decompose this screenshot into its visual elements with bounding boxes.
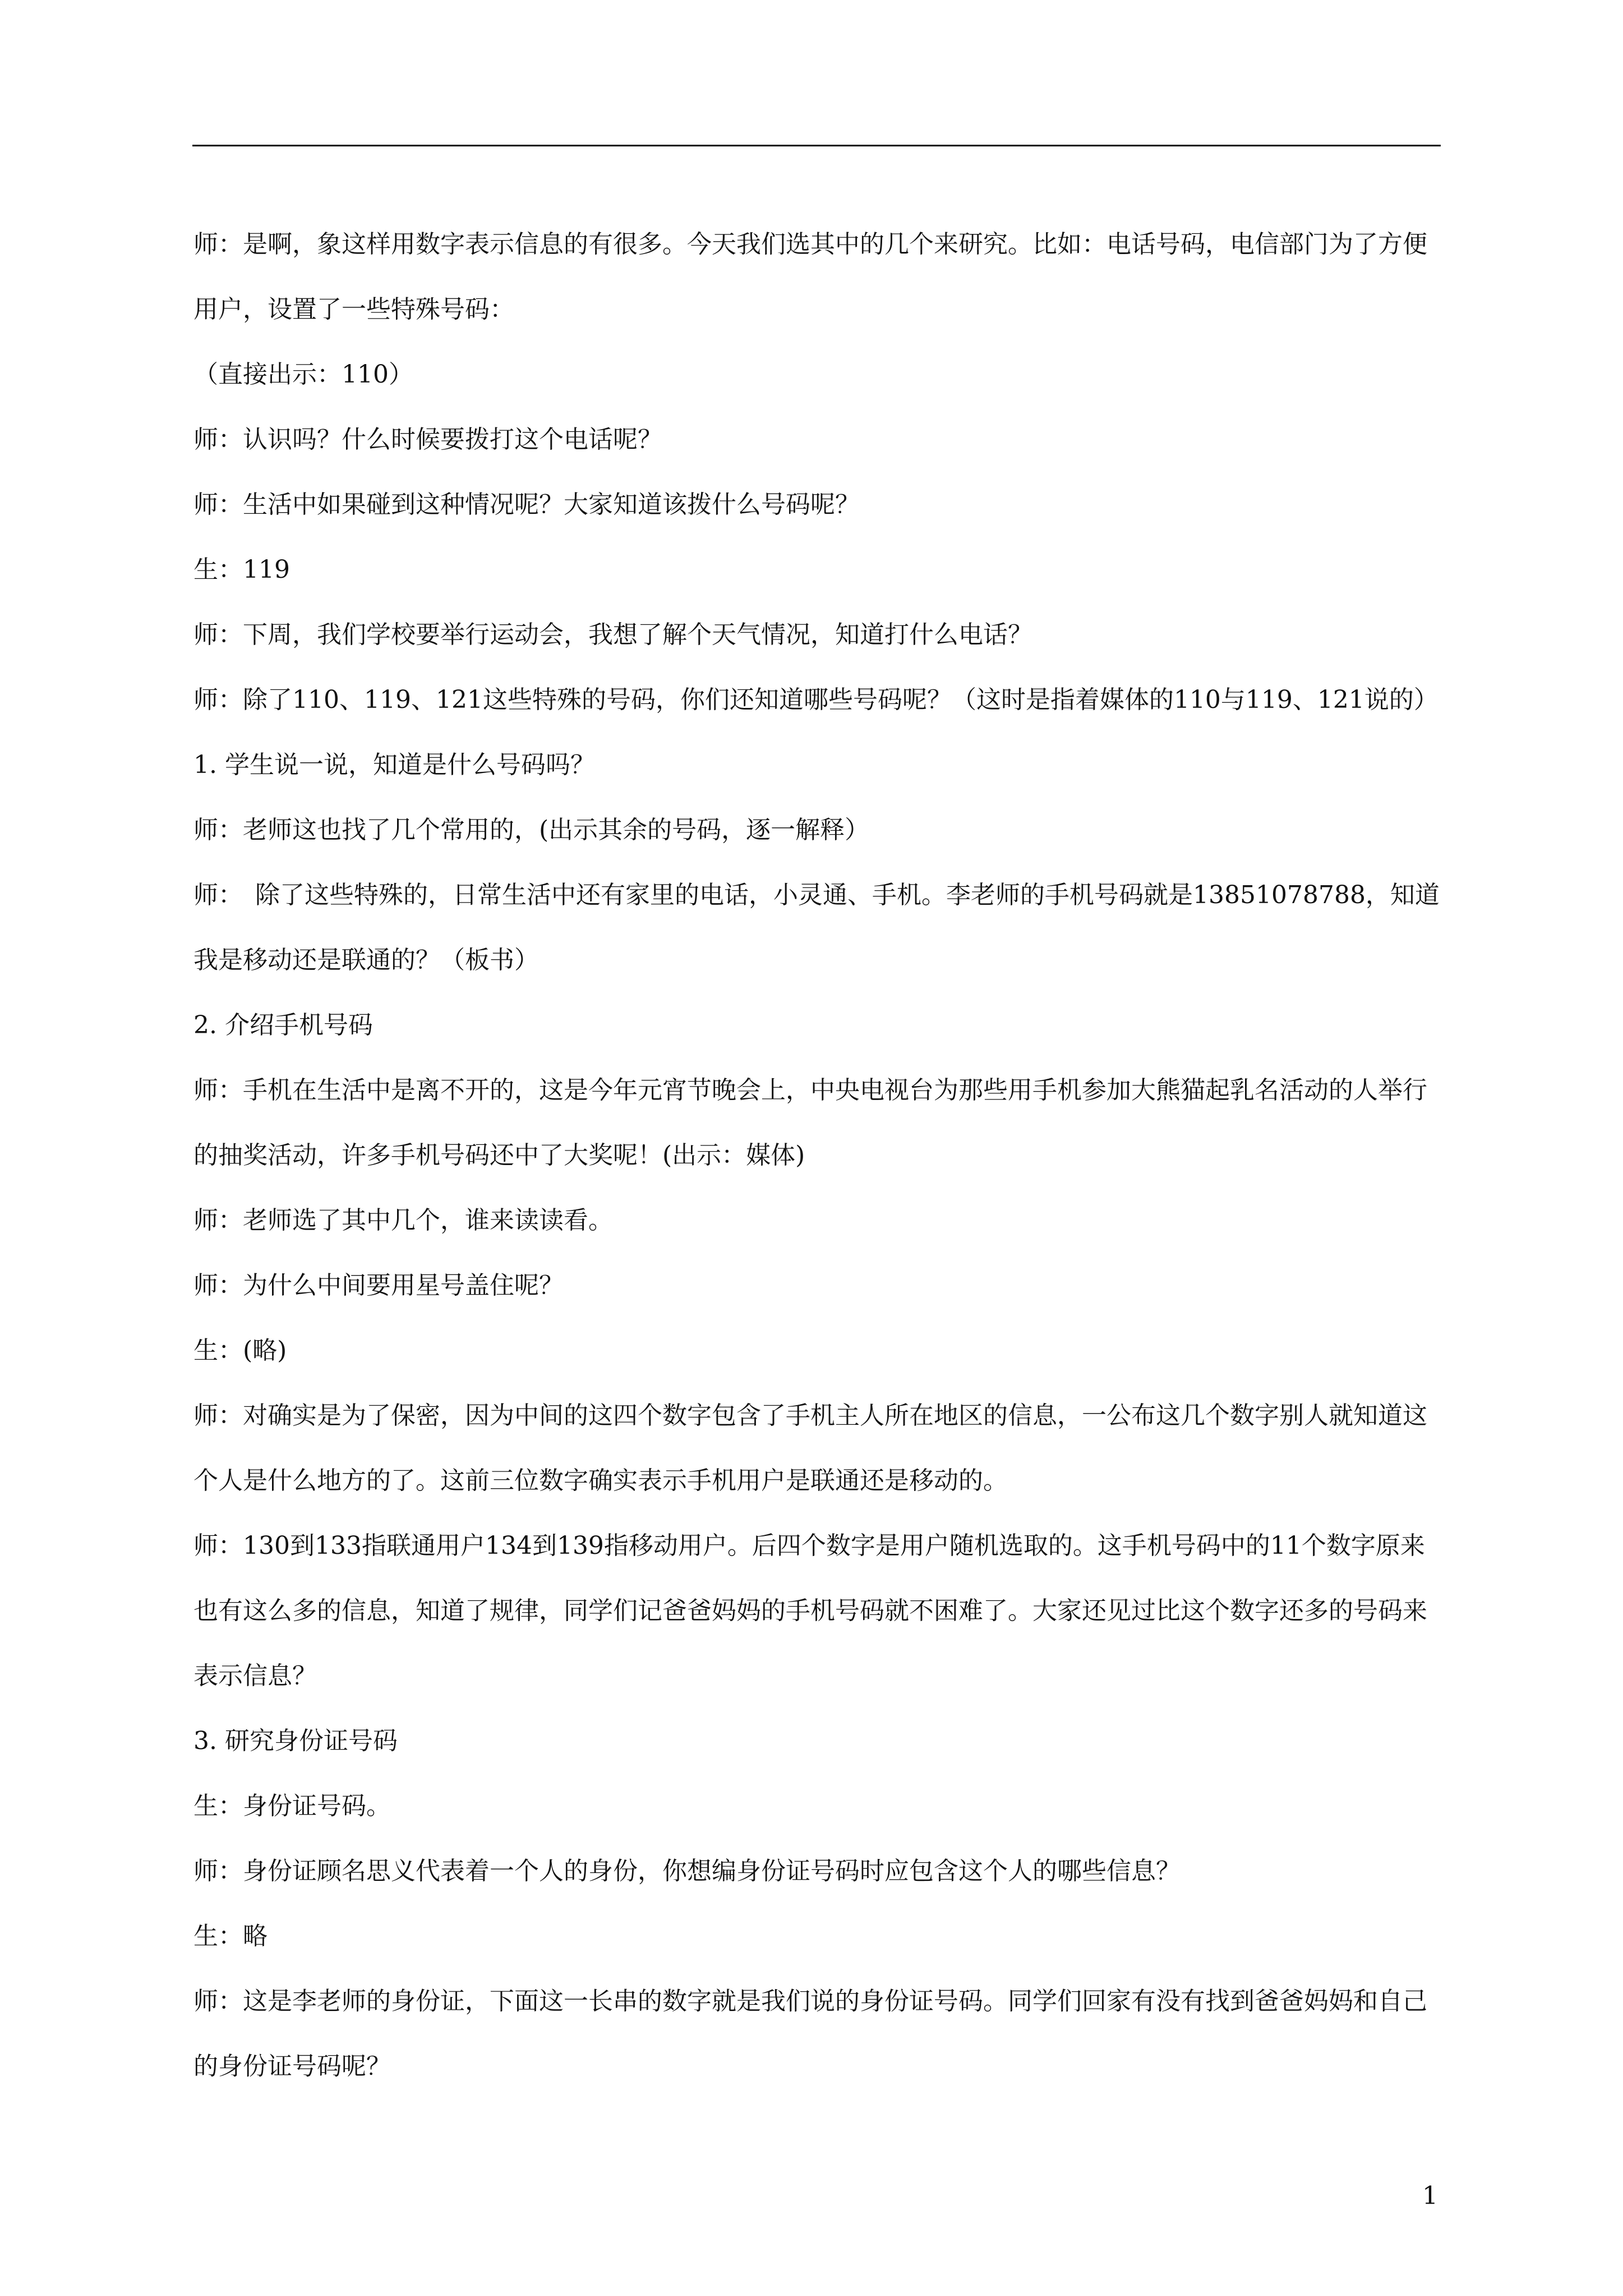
paragraph: 师：老师这也找了几个常用的，(出示其余的号码，逐一解释） <box>193 816 870 844</box>
paragraph: 师：下周，我们学校要举行运动会，我想了解个天气情况，知道打什么电话？ <box>193 620 1032 649</box>
section-heading: 2. 介绍手机号码 <box>193 1011 373 1039</box>
paragraph: 师：130到133指联通用户134到139指移动用户。后四个数字是用户随机选取的。这手机号码中的11个数字原来也有这么多的信息，知道了规律，同学们记爸爸妈妈的手机号码就不困难了。大家还见过比这个数字还多的号码来表示信息？ <box>193 1531 1427 1690</box>
paragraph: 师：身份证顾名思义代表着一个人的身份，你想编身份证号码时应包含这个人的哪些信息？ <box>193 1857 1181 1885</box>
paragraph: 师： 除了这些特殊的，日常生活中还有家里的电话，小灵通、手机。李老师的手机号码就是13851078788，知道我是移动还是联通的？（板书） <box>193 881 1440 974</box>
paragraph: 师：认识吗？什么时候要拨打这个电话呢？ <box>193 425 662 454</box>
paragraph: 师：对确实是为了保密，因为中间的这四个数字包含了手机主人所在地区的信息，一公布这几个数字别人就知道这个人是什么地方的了。这前三位数字确实表示手机用户是联通还是移动的。 <box>193 1401 1427 1495</box>
paragraph: 师：这是李老师的身份证，下面这一长串的数字就是我们说的身份证号码。同学们回家有没有找到爸爸妈妈和自己的身份证号码呢？ <box>193 1987 1427 2081</box>
paragraph: 生：119 <box>193 555 290 584</box>
paragraph: 师：老师选了其中几个，谁来读读看。 <box>193 1206 613 1235</box>
paragraph: （直接出示：110） <box>193 360 413 389</box>
paragraph: 生：身份证号码。 <box>193 1792 391 1820</box>
paragraph: 师：生活中如果碰到这种情况呢？大家知道该拨什么号码呢？ <box>193 490 860 519</box>
paragraph: 师：手机在生活中是离不开的，这是今年元宵节晚会上，中央电视台为那些用手机参加大熊猫起乳名活动的人举行的抽奖活动，许多手机号码还中了大奖呢！(出示：媒体) <box>193 1076 1427 1170</box>
section-heading: 3. 研究身份证号码 <box>193 1727 398 1755</box>
page-number: 1 <box>1422 2182 1438 2210</box>
body-text <box>193 212 1444 2099</box>
paragraph: 生：略 <box>193 1922 268 1950</box>
paragraph: 师：为什么中间要用星号盖住呢？ <box>193 1271 564 1300</box>
paragraph: 师：是啊，象这样用数字表示信息的有很多。今天我们选其中的几个来研究。比如：电话号码，电信部门为了方便用户，设置了一些特殊号码： <box>193 230 1427 324</box>
paragraph: 生：(略) <box>193 1336 287 1365</box>
paragraph: 师：除了110、119、121这些特殊的号码，你们还知道哪些号码呢？（这时是指着媒体的110与119、121说的） <box>193 685 1438 714</box>
paragraph: 1. 学生说一说，知道是什么号码吗？ <box>193 751 595 779</box>
header-rule <box>192 145 1441 146</box>
